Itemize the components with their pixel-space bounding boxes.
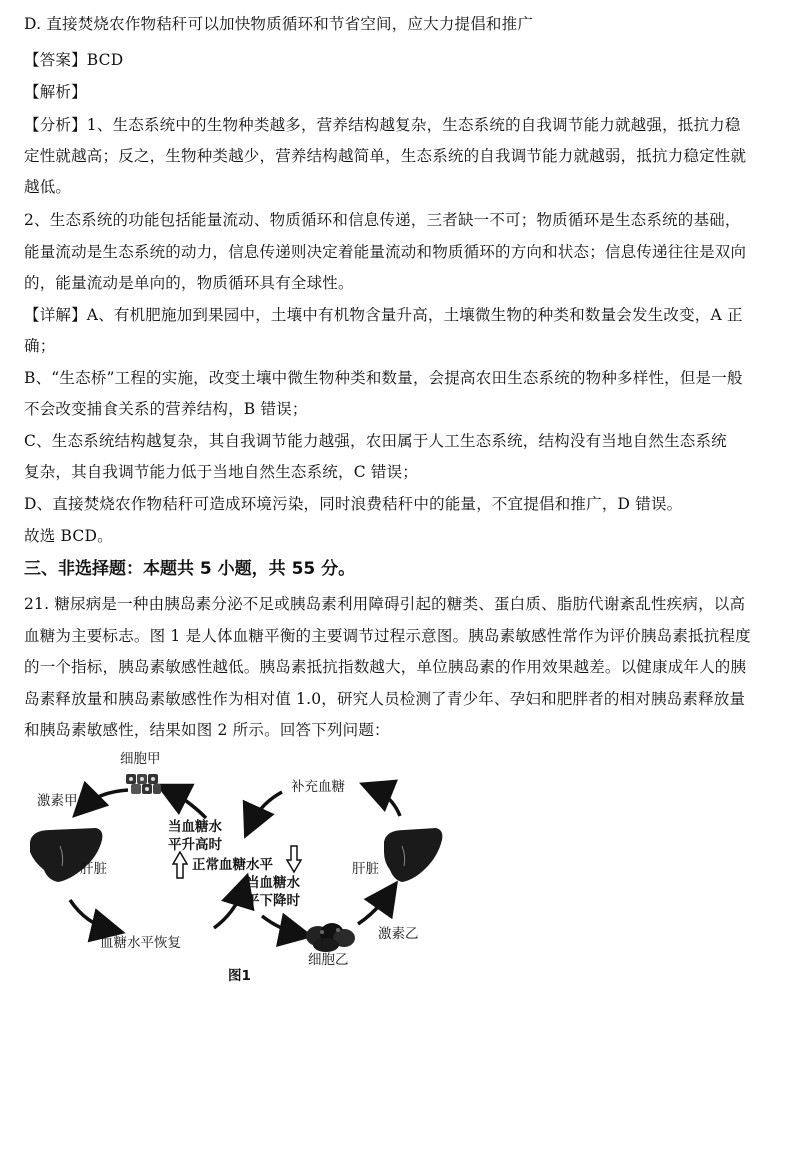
conclusion-line: 故选 BCD。 (24, 527, 113, 545)
arrow-supplement-to-normal (250, 792, 282, 826)
high-label-2: 平升高时 (168, 837, 222, 853)
cell-b-icon (306, 923, 355, 952)
up-arrow-icon (173, 852, 187, 878)
detail-line-4: 不会改变捕食关系的营养结构，B 错误； (24, 400, 308, 418)
analysis-line-3: 越低。 (24, 178, 72, 196)
arrow-high-to-cell-a (168, 790, 206, 818)
arrow-cell-a-to-hormone-a (82, 790, 128, 808)
detail-line-7: D、直接焚烧农作物秸秆可造成环境污染，同时浪费秸秆中的能量，不宜提倡和推广，D 错误。 (24, 495, 683, 513)
hormone-a-label: 激素甲 (37, 793, 78, 809)
answer-line: 【答案】BCD (24, 51, 124, 69)
arrow-liver-to-recover (70, 900, 112, 930)
question-line-3: 的一个指标，胰岛素敏感性越低。胰岛素抵抗指数越大，单位胰岛素的作用效果越差。以健康成年人的胰 (24, 658, 747, 676)
down-arrow-icon (287, 846, 301, 872)
supplement-label: 补充血糖 (291, 779, 345, 795)
detail-line-6: 复杂，其自我调节能力低于当地自然生态系统，C 错误； (24, 463, 418, 481)
high-label-1: 当血糖水 (168, 819, 222, 835)
recover-label: 血糖水平恢复 (100, 935, 181, 951)
arrow-recover-to-normal (214, 886, 244, 928)
liver-right-label: 肝脏 (352, 861, 379, 877)
cell-b-label: 细胞乙 (308, 952, 349, 968)
question-line-1: 21. 糖尿病是一种由胰岛素分泌不足或胰岛素利用障碍引起的糖类、蛋白质、脂肪代谢紊乱性疾病，以高 (24, 595, 746, 613)
liver-right-icon (384, 828, 442, 882)
section-heading: 三、非选择题：本题共 5 小题，共 55 分。 (24, 559, 356, 579)
analysis-line-2: 定性就越高；反之，生物种类越少，营养结构越简单，生态系统的自我调节能力就越弱，抵抗力稳定性就 (24, 147, 747, 165)
analysis-label: 【解析】 (24, 83, 87, 101)
detail-line-3: B、“生态桥”工程的实施，改变土壤中微生物种类和数量，会提高农田生态系统的物种多样性，但是一般 (24, 369, 743, 387)
analysis-line-4: 2、生态系统的功能包括能量流动、物质循环和信息传递，三者缺一不可；物质循环是生态系统的基础， (24, 211, 741, 229)
normal-level-label: 正常血糖水平 (192, 857, 273, 873)
arrow-low-to-cell-b (262, 916, 300, 934)
figure-caption: 图1 (228, 968, 251, 984)
arrow-liver-to-supplement (372, 788, 400, 816)
option-d-line: D. 直接焚烧农作物秸秆可以加快物质循环和节省空间，应大力提倡和推广 (24, 15, 534, 33)
detail-line-5: C、生态系统结构越复杂，其自我调节能力越强，农田属于人工生态系统，结构没有当地自然生态系统 (24, 432, 727, 450)
question-line-2: 血糖为主要标志。图 1 是人体血糖平衡的主要调节过程示意图。胰岛素敏感性常作为评价胰岛素抵抗程度 (24, 627, 751, 645)
question-line-4: 岛素释放量和胰岛素敏感性作为相对值 1.0，研究人员检测了青少年、孕妇和肥胖者的相对胰岛素释放量 (24, 690, 746, 708)
cell-a-icon (126, 774, 161, 794)
arrow-cell-b-to-hormone-b (358, 892, 390, 924)
liver-left-label: 肝脏 (80, 861, 107, 877)
analysis-line-1: 【分析】1、生态系统中的生物种类越多，营养结构越复杂，生态系统的自我调节能力就越强，抵抗力稳 (24, 116, 741, 134)
detail-line-1: 【详解】A、有机肥施加到果园中，土壤中有机物含量升高，土壤微生物的种类和数量会发生改变，A 正 (24, 306, 743, 324)
cell-a-label: 细胞甲 (120, 751, 161, 767)
question-line-5: 和胰岛素敏感性，结果如图 2 所示。回答下列问题： (24, 721, 390, 739)
low-label-2: 平下降时 (246, 893, 300, 909)
low-label-1: 当血糖水 (246, 875, 300, 891)
hormone-b-label: 激素乙 (378, 926, 419, 942)
detail-line-2: 确； (24, 337, 56, 355)
analysis-line-6: 的，能量流动是单向的，物质循环具有全球性。 (24, 274, 354, 292)
analysis-line-5: 能量流动是生态系统的动力，信息传递则决定着能量流动和物质循环的方向和状态；信息传递往往是双向 (24, 243, 747, 261)
